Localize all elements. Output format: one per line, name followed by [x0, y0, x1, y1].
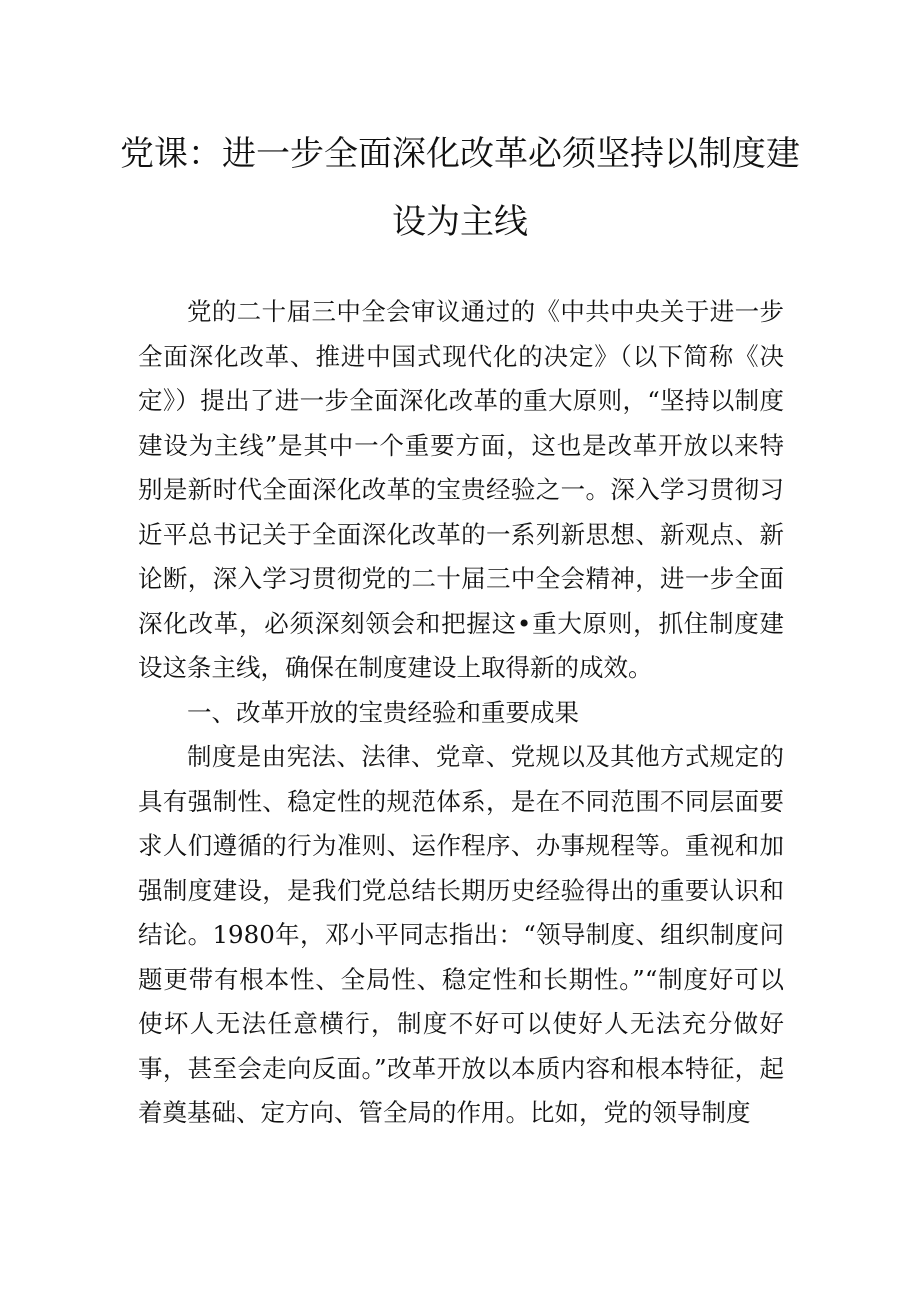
paragraph-system: 制度是由宪法、法律、党章、党规以及其他方式规定的具有强制性、稳定性的规范体系，是在不同范围不同层面要求人们遵循的行为准则、运作程序、办事规程等。重视和加强制度建设，是我们党总结长期历史经验得出的重要认识和结论。1980年，邓小平同志指出：“领导制度、组织制度问题更带有根本性、全局性、稳定性和长期性。”“制度好可以使坏人无法任意横行，制度不好可以使好人无法充分做好事，甚至会走向反面。”改革开放以本质内容和根本特征，起着奠基础、定方向、管全局的作用。比如，党的领导制度 [138, 742, 784, 1127]
document-body [138, 290, 784, 1136]
section-heading: 一、改革开放的宝贵经验和重要成果 [187, 697, 579, 727]
document-title: 党课：进一步全面深化改革必须坚持以制度建设为主线 [120, 134, 800, 242]
paragraph-intro: 党的二十届三中全会审议通过的《中共中央关于进一步全面深化改革、推进中国式现代化的决定》（以下简称《决定》）提出了进一步全面深化改革的重大原则，“坚持以制度建设为主线”是其中一个重要方面，这也是改革开放以来特别是新时代全面深化改革的宝贵经验之一。深入学习贯彻习近平总书记关于全面深化改革的一系列新思想、新观点、新论断，深入学习贯彻党的二十届三中全会精神，进一步全面深化改革，必须深刻领会和把握这•重大原则，抓住制度建设这条主线，确保在制度建设上取得新的成效。 [138, 297, 784, 682]
